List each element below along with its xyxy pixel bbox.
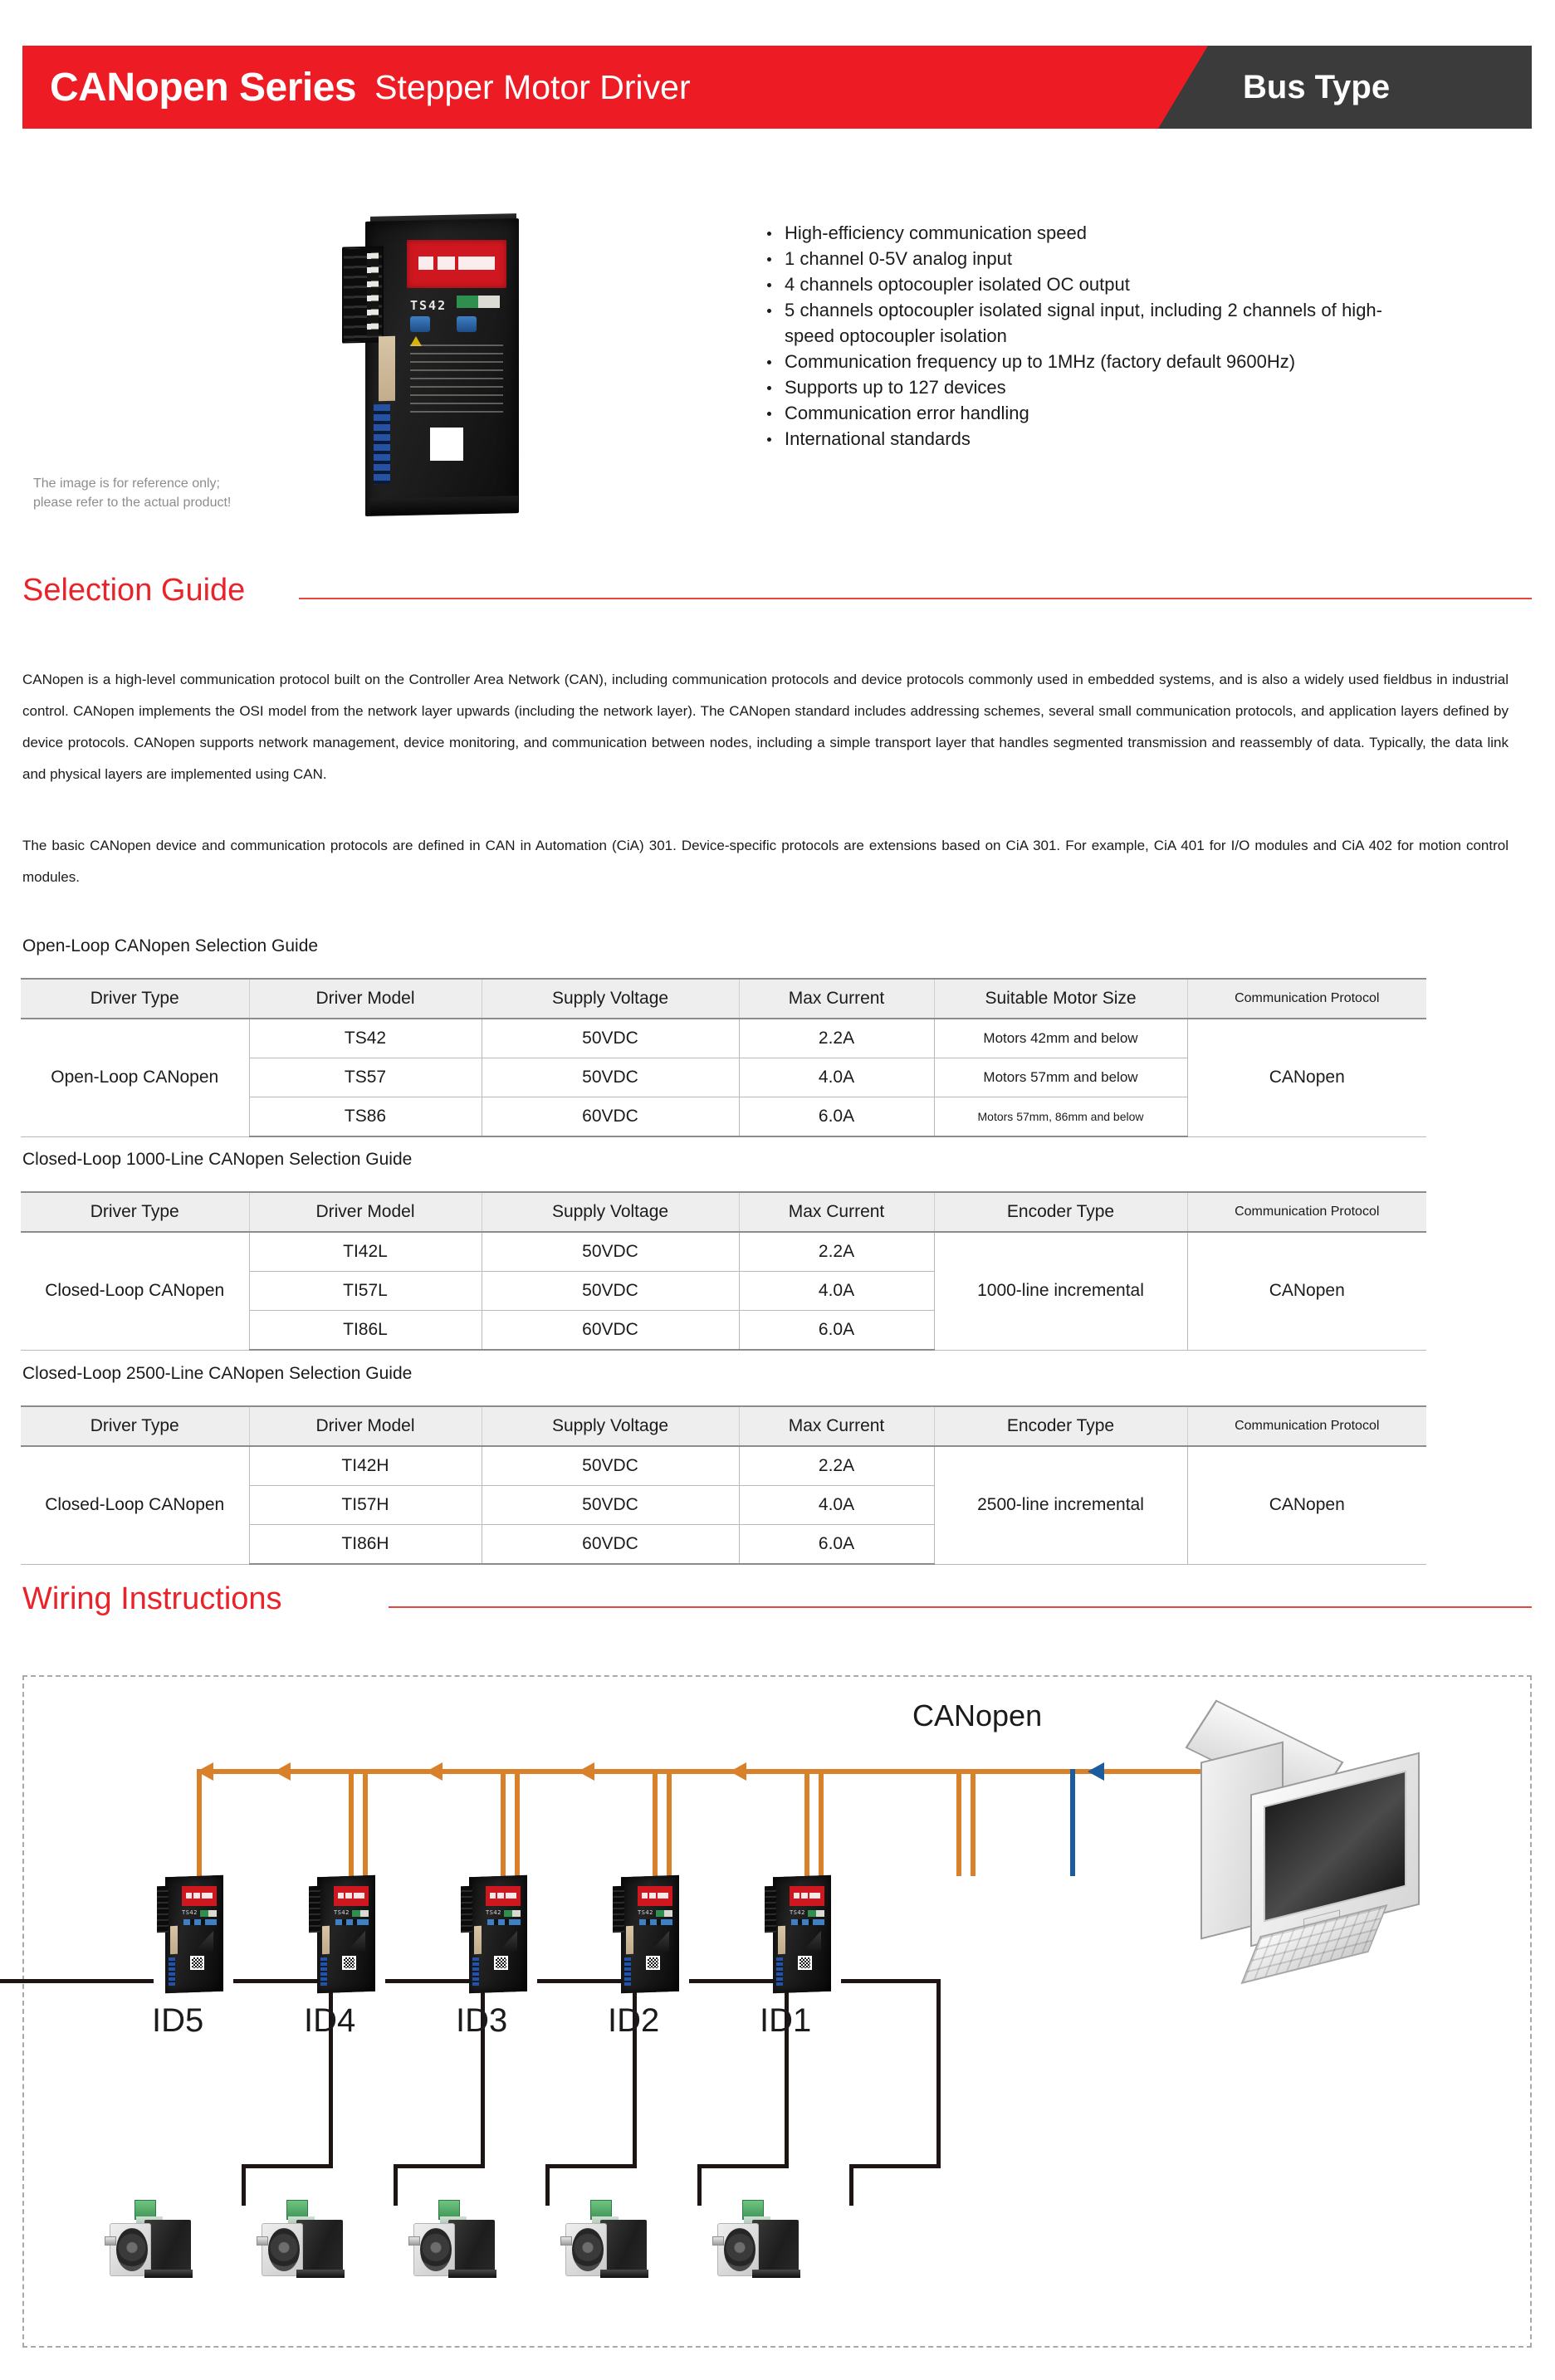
driver-brand-label <box>638 1886 672 1906</box>
th-communication-protocol: Communication Protocol <box>1187 1406 1426 1446</box>
product-image-caption <box>33 474 307 512</box>
selection-guide-paragraph-1: CANopen is a high-level communication protocol built on the Controller Area Network (CAN), including communication protocols and device protocols commonly used in embedded systems, and is also a widely used fieldbus in industrial control. CANopen implements the OSI model from the network layer upwards (including the network layer). The CANopen standard includes addressing schemes, several small communication protocols, and application layers defined by device protocols. CANopen supports network management, device monitoring, and communication between nodes, including a simple transport layer that handles segmented transmission and reassembly of data. Typically, the data link and physical layers are implemented using CAN. <box>22 672 1509 782</box>
motor-cable-drop-ID2 <box>697 2164 702 2206</box>
motor-face <box>110 2223 151 2276</box>
cell-supply-voltage: 50VDC <box>482 1019 739 1058</box>
bus-label-canopen: CANopen <box>912 1698 1043 1732</box>
stepper-motor-ID1 <box>716 2200 815 2280</box>
driver-brand-label <box>407 240 506 288</box>
banner-title-light: Stepper Motor Driver <box>374 67 691 106</box>
host-line-vertical <box>1070 1769 1075 1876</box>
cell-driver-model: TI42H <box>249 1446 482 1486</box>
driver-green-connector <box>352 1910 369 1917</box>
driver-green-connector <box>504 1910 521 1917</box>
th-driver-type: Driver Type <box>21 1192 249 1232</box>
pc-screen <box>1264 1771 1406 1923</box>
cell-supply-voltage: 50VDC <box>482 1486 739 1525</box>
th-max-current: Max Current <box>739 1192 934 1232</box>
driver-brand-label <box>790 1886 824 1906</box>
driver-unit-ID5 <box>154 1876 233 1992</box>
page-header-banner <box>22 46 1532 129</box>
driver-model-text: TS42 <box>486 1909 501 1916</box>
cell-driver-type: Open-Loop CANopen <box>21 1019 249 1136</box>
cell-encoder-type: 1000-line incremental <box>934 1232 1187 1350</box>
bus-line-horizontal <box>197 1769 1070 1774</box>
driver-indicator-leds <box>791 1919 824 1925</box>
bus-drop-5 <box>653 1769 658 1876</box>
driver-brand-label <box>182 1886 217 1906</box>
cell-motor-size: Motors 57mm and below <box>934 1058 1187 1097</box>
banner-title-bold: CANopen Series <box>50 65 357 110</box>
motor-base <box>448 2270 496 2278</box>
cell-supply-voltage: 50VDC <box>482 1446 739 1486</box>
qr-code-icon <box>190 1956 204 1970</box>
stepper-motor-ID2 <box>564 2200 663 2280</box>
cell-driver-model: TS42 <box>249 1019 482 1058</box>
table-2-title: Closed-Loop 1000-Line CANopen Selection Guide <box>22 1150 413 1169</box>
motor-face <box>565 2223 607 2276</box>
feature-item-5: Supports up to 127 devices <box>760 374 1382 400</box>
motor-face <box>717 2223 759 2276</box>
cell-motor-size: Motors 57mm, 86mm and below <box>934 1097 1187 1137</box>
feature-item-1: 1 channel 0-5V analog input <box>760 246 1382 271</box>
qr-code-icon <box>430 428 463 461</box>
selection-guide-paragraph-2: The basic CANopen device and communication protocols are defined in CAN in Automation (CiA) 301. Device-specific protocols are extensions based on CiA 301. For example, CiA 401 for I/O modules and CiA 402 for motion control modules. <box>22 838 1509 885</box>
cell-driver-type: Closed-Loop CANopen <box>21 1232 249 1350</box>
driver-model-text: TS42 <box>638 1909 653 1916</box>
table-header-row <box>21 979 1426 1019</box>
motor-cable-h2-ID4 <box>394 2164 485 2168</box>
driver-indicator-leds <box>639 1919 672 1925</box>
table-3-title: Closed-Loop 2500-Line CANopen Selection Guide <box>22 1364 413 1383</box>
driver-terminal-block <box>342 246 384 343</box>
table-row <box>21 1446 1426 1486</box>
cell-driver-model: TI57H <box>249 1486 482 1525</box>
driver-cable-strip <box>778 1926 785 1954</box>
driver-terminal-block <box>157 1886 169 1933</box>
motor-face <box>413 2223 455 2276</box>
driver-dip-switch <box>374 404 390 484</box>
motor-rotor <box>420 2228 452 2271</box>
th-driver-model: Driver Model <box>249 979 482 1019</box>
driver-unit-ID1 <box>761 1876 841 1992</box>
driver-indicator-leds <box>487 1919 521 1925</box>
qr-code-icon <box>494 1956 508 1970</box>
driver-terminal-block <box>461 1886 472 1933</box>
driver-unit-ID3 <box>457 1876 537 1992</box>
th-communication-protocol: Communication Protocol <box>1187 979 1426 1019</box>
bus-drop-6 <box>667 1769 672 1876</box>
th-suitable-motor-size: Suitable Motor Size <box>934 979 1187 1019</box>
driver-bottom-bracket <box>370 496 518 516</box>
cell-max-current: 2.2A <box>739 1446 934 1486</box>
node-id-label-ID4: ID4 <box>304 2002 356 2039</box>
driver-green-connector <box>656 1910 672 1917</box>
bus-drop-7 <box>804 1769 809 1876</box>
th-driver-type: Driver Type <box>21 1406 249 1446</box>
table-row <box>21 1019 1426 1058</box>
driver-dip-switch <box>169 1957 175 1986</box>
bus-drop-1 <box>349 1769 354 1876</box>
driver-spec-text-block <box>410 345 503 416</box>
cell-supply-voltage: 50VDC <box>482 1272 739 1311</box>
selection-guide-heading: Selection Guide <box>22 573 246 608</box>
bus-arrow-3 <box>730 1762 746 1781</box>
motor-cable-drop-ID4 <box>394 2164 398 2206</box>
qr-code-icon <box>646 1956 660 1970</box>
th-max-current: Max Current <box>739 979 934 1019</box>
driver-terminal-block <box>765 1886 776 1933</box>
wiring-instructions-rule <box>389 1606 1532 1608</box>
caption-line-1: The image is for reference only; <box>33 476 220 491</box>
driver-green-connector <box>200 1910 217 1917</box>
driver-cable-strip <box>322 1926 330 1954</box>
motor-cable-left-stub <box>0 1979 154 1983</box>
table-header-row <box>21 1406 1426 1446</box>
node-id-label-ID5: ID5 <box>152 2002 204 2039</box>
motor-base <box>752 2270 800 2278</box>
closed-loop-2500-selection-table <box>21 1405 1426 1565</box>
bus-drop-3 <box>501 1769 506 1876</box>
motor-shaft <box>712 2236 724 2246</box>
th-driver-model: Driver Model <box>249 1192 482 1232</box>
th-driver-model: Driver Model <box>249 1406 482 1446</box>
motor-cable-drop-ID3 <box>545 2164 550 2206</box>
driver-cable-strip <box>626 1926 633 1954</box>
cell-encoder-type: 2500-line incremental <box>934 1446 1187 1564</box>
th-driver-type: Driver Type <box>21 979 249 1019</box>
table-row <box>21 1232 1426 1272</box>
motor-cable-h2-ID1 <box>849 2164 941 2168</box>
motor-rotor <box>572 2228 604 2271</box>
bus-arrow-1 <box>426 1762 443 1781</box>
feature-item-7: International standards <box>760 426 1382 452</box>
cell-driver-model: TI86L <box>249 1311 482 1351</box>
motor-shaft <box>560 2236 572 2246</box>
table-header-row <box>21 1192 1426 1232</box>
feature-item-0: High-efficiency communication speed <box>760 220 1382 246</box>
cell-protocol: CANopen <box>1187 1232 1426 1350</box>
selection-guide-rule <box>299 598 1532 599</box>
motor-rotor <box>116 2228 148 2271</box>
driver-model-text: TS42 <box>790 1909 805 1916</box>
cell-motor-size: Motors 42mm and below <box>934 1019 1187 1058</box>
motor-cable-h2-ID2 <box>697 2164 789 2168</box>
cell-supply-voltage: 60VDC <box>482 1525 739 1565</box>
qr-code-icon <box>798 1956 812 1970</box>
driver-unit-ID2 <box>609 1876 689 1992</box>
driver-terminal-block <box>309 1886 320 1933</box>
qr-code-icon <box>342 1956 356 1970</box>
wiring-instructions-section-header <box>0 1581 1555 1625</box>
cell-supply-voltage: 60VDC <box>482 1097 739 1137</box>
node-id-label-ID3: ID3 <box>456 2002 508 2039</box>
motor-base <box>144 2270 193 2278</box>
node-id-label-ID1: ID1 <box>760 2002 812 2039</box>
cell-max-current: 4.0A <box>739 1272 934 1311</box>
motor-shaft <box>105 2236 116 2246</box>
cell-driver-model: TI86H <box>249 1525 482 1565</box>
driver-green-connector <box>808 1910 824 1917</box>
stepper-motor-ID5 <box>108 2200 208 2280</box>
motor-shaft <box>408 2236 420 2246</box>
th-max-current: Max Current <box>739 1406 934 1446</box>
driver-cable-strip <box>379 336 395 401</box>
cell-driver-model: TS57 <box>249 1058 482 1097</box>
driver-cable-strip <box>474 1926 482 1954</box>
wiring-instructions-heading: Wiring Instructions <box>22 1581 282 1616</box>
motor-face <box>262 2223 303 2276</box>
th-communication-protocol: Communication Protocol <box>1187 1192 1426 1232</box>
cell-max-current: 2.2A <box>739 1232 934 1272</box>
motor-shaft <box>257 2236 268 2246</box>
motor-cable-h2-ID3 <box>545 2164 637 2168</box>
driver-indicator-leds <box>183 1919 217 1925</box>
motor-cable-h2-ID5 <box>242 2164 333 2168</box>
cell-max-current: 4.0A <box>739 1486 934 1525</box>
bus-drop-4 <box>515 1769 520 1876</box>
bus-drop-0 <box>197 1769 202 1876</box>
driver-model-text: TS42 <box>410 298 447 313</box>
motor-rotor <box>268 2228 300 2271</box>
driver-brand-label <box>486 1886 521 1906</box>
motor-cable-drop-ID1 <box>849 2164 853 2206</box>
table-1-title: Open-Loop CANopen Selection Guide <box>22 936 319 955</box>
stepper-motor-ID3 <box>412 2200 511 2280</box>
cell-max-current: 6.0A <box>739 1311 934 1351</box>
bus-arrow-2 <box>578 1762 594 1781</box>
host-arrow <box>1088 1762 1104 1781</box>
banner-title <box>50 46 691 129</box>
cell-supply-voltage: 50VDC <box>482 1058 739 1097</box>
cell-driver-type: Closed-Loop CANopen <box>21 1446 249 1564</box>
driver-indicator-leds <box>335 1919 369 1925</box>
driver-model-text: TS42 <box>334 1909 350 1916</box>
motor-cable-drop-ID5 <box>242 2164 246 2206</box>
driver-dip-switch <box>472 1957 479 1986</box>
banner-bus-type-badge: Bus Type <box>1243 68 1391 105</box>
feature-item-4: Communication frequency up to 1MHz (factory default 9600Hz) <box>760 349 1382 374</box>
cell-supply-voltage: 60VDC <box>482 1311 739 1351</box>
driver-dip-switch <box>320 1957 327 1986</box>
host-computer <box>1186 1718 1460 1967</box>
driver-blue-button-1 <box>410 316 430 332</box>
driver-blue-button-2 <box>457 316 477 332</box>
cell-protocol: CANopen <box>1187 1019 1426 1136</box>
th-supply-voltage: Supply Voltage <box>482 979 739 1019</box>
feature-item-6: Communication error handling <box>760 400 1382 426</box>
driver-terminal-block <box>613 1886 624 1933</box>
motor-base <box>600 2270 648 2278</box>
driver-unit-ID4 <box>306 1876 385 1992</box>
cell-supply-voltage: 50VDC <box>482 1232 739 1272</box>
feature-item-3: 5 channels optocoupler isolated signal input, including 2 channels of high-speed optocoupler isolation <box>760 297 1382 349</box>
th-encoder-type: Encoder Type <box>934 1406 1187 1446</box>
driver-green-connector <box>457 296 500 308</box>
driver-dip-switch <box>776 1957 783 1986</box>
th-encoder-type: Encoder Type <box>934 1192 1187 1232</box>
motor-base <box>296 2270 345 2278</box>
stepper-motor-ID4 <box>260 2200 359 2280</box>
driver-model-text: TS42 <box>182 1909 198 1916</box>
bus-arrow-0 <box>274 1762 291 1781</box>
selection-guide-section-header <box>0 573 1555 616</box>
driver-brand-label <box>334 1886 369 1906</box>
driver-dip-switch <box>624 1957 631 1986</box>
th-supply-voltage: Supply Voltage <box>482 1406 739 1446</box>
bus-drop-2 <box>363 1769 368 1876</box>
caption-line-2: please refer to the actual product! <box>33 496 232 511</box>
motor-cable-v-ID1 <box>936 1979 941 2168</box>
node-id-label-ID2: ID2 <box>608 2002 660 2039</box>
bus-drop-9 <box>956 1769 961 1876</box>
cell-max-current: 6.0A <box>739 1525 934 1565</box>
motor-cable-h-ID1 <box>841 1979 941 1983</box>
cell-max-current: 2.2A <box>739 1019 934 1058</box>
feature-item-2: 4 channels optocoupler isolated OC output <box>760 271 1382 297</box>
cell-driver-model: TI57L <box>249 1272 482 1311</box>
feature-list <box>760 220 1382 452</box>
motor-rotor <box>724 2228 755 2271</box>
bus-drop-8 <box>819 1769 824 1876</box>
driver-cable-strip <box>170 1926 178 1954</box>
cell-max-current: 4.0A <box>739 1058 934 1097</box>
closed-loop-1000-selection-table <box>21 1191 1426 1351</box>
product-photo <box>330 212 534 523</box>
open-loop-selection-table <box>21 978 1426 1137</box>
cell-driver-model: TI42L <box>249 1232 482 1272</box>
cell-max-current: 6.0A <box>739 1097 934 1137</box>
feature-list-items <box>760 220 1382 452</box>
th-supply-voltage: Supply Voltage <box>482 1192 739 1232</box>
cell-protocol: CANopen <box>1187 1446 1426 1564</box>
cell-driver-model: TS86 <box>249 1097 482 1137</box>
hero-section <box>0 212 1555 544</box>
bus-drop-10 <box>971 1769 976 1876</box>
